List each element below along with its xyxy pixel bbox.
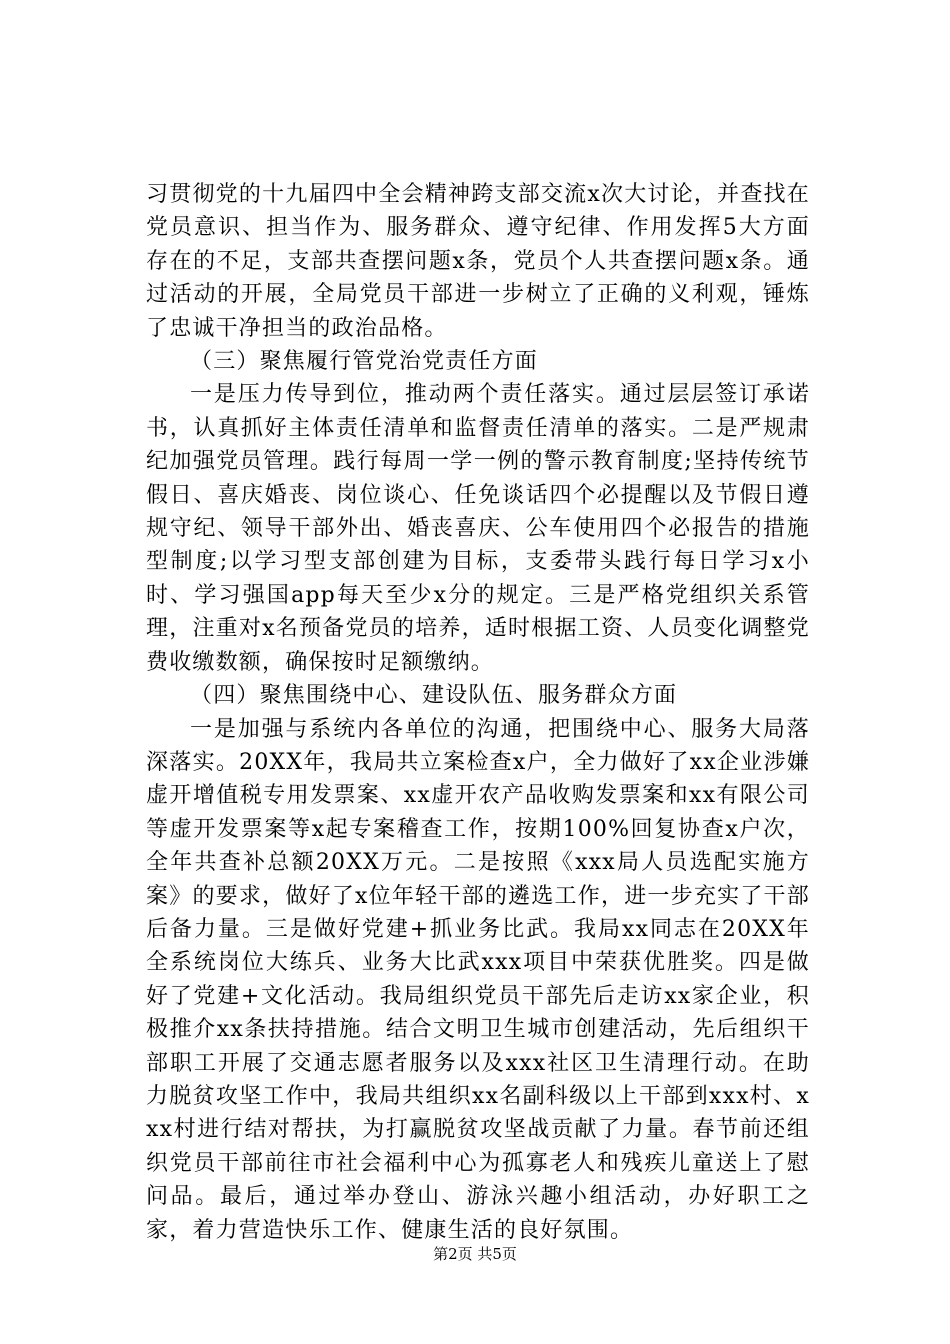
paragraph-continuation: 习贯彻党的十九届四中全会精神跨支部交流x次大讨论，并查找在党员意识、担当作为、服务群众、遵守纪律、作用发挥5大方面存在的不足，支部共查摆问题x条，党员个人共查摆问题x条。通过活动的开展，全局党员干部进一步树立了正确的义利观，锤炼了忠诚干净担当的政治品格。 bbox=[146, 182, 810, 341]
paragraph-service: 一是加强与系统内各单位的沟通，把围绕中心、服务大局落深落实。20XX年，我局共立案检查x户，全力做好了xx企业涉嫌虚开增值税专用发票案、xx虚开农产品收购发票案和xx有限公司等虚开发票案等x起专案稽查工作，按期100%回复协查x户次，全年共查补总额20XX万元。二是按照《xxx局人员选配实施方案》的要求，做好了x位年轻干部的遴选工作，进一步充实了干部后备力量。三是做好党建+抓业务比武。我局xx同志在20XX年全系统岗位大练兵、业务大比武xxx项目中荣获优胜奖。四是做好了党建+文化活动。我局组织党员干部先后走访xx家企业，积极推介xx条扶持措施。结合文明卫生城市创建活动，先后组织干部职工开展了交通志愿者服务以及xxx社区卫生清理行动。在助力脱贫攻坚工作中，我局共组织xx名副科级以上干部到xxx村、xxx村进行结对帮扶，为打赢脱贫攻坚战贡献了力量。春节前还组织党员干部前往市社会福利中心为孤寡老人和残疾儿童送上了慰问品。最后，通过举办登山、游泳兴趣小组活动，办好职工之家，着力营造快乐工作、健康生活的良好氛围。 bbox=[146, 716, 810, 1243]
section-heading-three: （三）聚焦履行管党治党责任方面 bbox=[190, 349, 539, 375]
page-footer: 第2页 共5页 bbox=[433, 1245, 517, 1263]
document-body bbox=[146, 178, 810, 1247]
section-heading-four: （四）聚焦围绕中心、建设队伍、服务群众方面 bbox=[190, 683, 678, 709]
paragraph-responsibility: 一是压力传导到位，推动两个责任落实。通过层层签订承诺书，认真抓好主体责任清单和监督责任清单的落实。二是严规肃纪加强党员管理。践行每周一学一例的警示教育制度;坚持传统节假日、喜庆婚丧、岗位谈心、任免谈话四个必提醒以及节假日遵规守纪、领导干部外出、婚丧喜庆、公车使用四个必报告的措施型制度;以学习型支部创建为目标，支委带头践行每日学习x小时、学习强国app每天至少x分的规定。三是严格党组织关系管理，注重对x名预备党员的培养，适时根据工资、人员变化调整党费收缴数额，确保按时足额缴纳。 bbox=[146, 382, 810, 675]
